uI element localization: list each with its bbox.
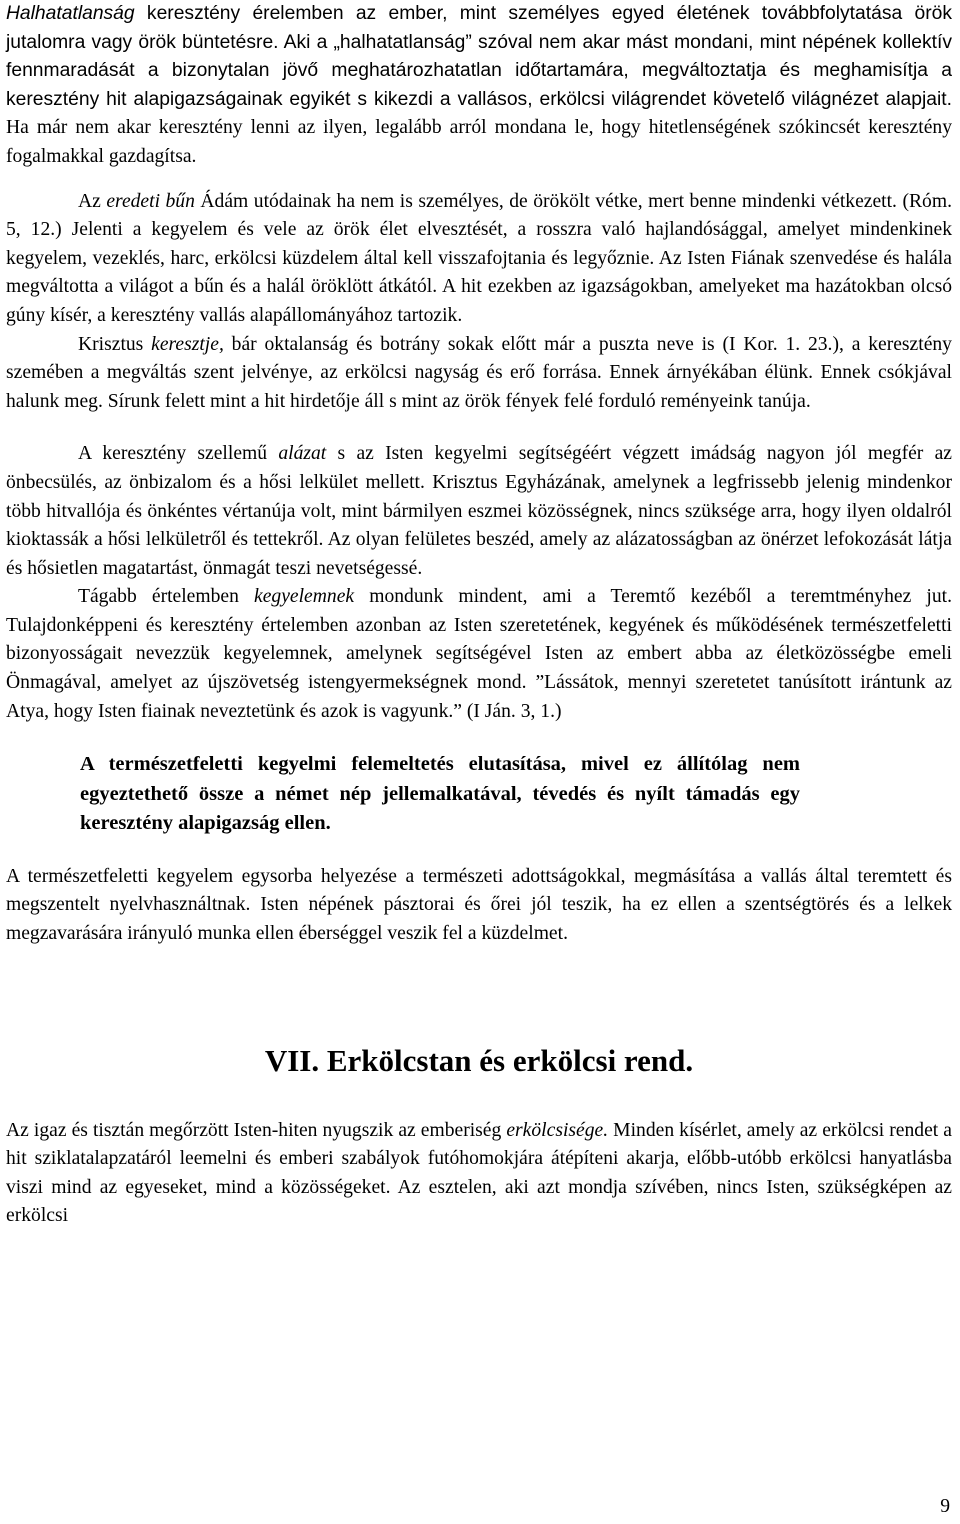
- paragraph-morality: Az igaz és tisztán megőrzött Isten-hiten nyugszik az emberiség erkölcsisége. Minden kísérlet, amely az erkölcsi rendet a hit sziklatalapzatáról leemelni és emberi szabályok futóhomokjára átépíteni akarja, előbb-utóbb erkölcsi hanyatlásba viszi mind az egyeseket, mind a közösségeket. Az esztelen, aki azt mondja szívében, nincs Isten, szükségképen az erkölcsi: [6, 1119, 952, 1227]
- term-morality: erkölcsisége.: [506, 1119, 609, 1141]
- section-subheading: A természetfeletti kegyelmi felemeltetés elutasítása, mivel ez állítólag nem egyeztethető össze a német nép jellemalkatával, tévedés és nyílt támadás egy keresztény alapigazság ellen.: [80, 753, 800, 835]
- term-original-sin: eredeti bűn: [106, 190, 195, 212]
- term-cross: keresztje,: [151, 333, 224, 355]
- term-grace: kegyelemnek: [254, 586, 355, 608]
- document-page: [6, 0, 952, 1231]
- paragraph-cross: Krisztus keresztje, bár oktalanság és botrány sokak előtt már a puszta neve is (I Kor. 1. 23.), a keresztény szemében a megváltás szent jelvénye, az erkölcsi nagyság és erő forrása. Ennek árnyékában élünk. Ennek csókjával halunk meg. Sírunk felett mint a hit hirdetője áll s mint az örök fények felé forduló reményeink tanúja.: [6, 333, 952, 412]
- term-humility: alázat: [278, 443, 327, 465]
- chapter-title: VII. Erkölcstan és erkölcsi rend.: [264, 1042, 694, 1078]
- paragraph-original-sin: Az eredeti bűn Ádám utódainak ha nem is személyes, de örökölt vétke, mert benne mindenki vétkezett. (Róm. 5, 12.) Jelenti a kegyelem és vele az örök élet elvesztését, a rosszra való hajlandósággal, amelyet mindenkinek kegyelem, vezeklés, harc, erkölcsi küzdelem által kell visszafojtania és legyőznie. Az Isten Fiának szenvedése és halála megváltotta a világot a bűn és a halál öröklött átkától. A hit ezekben az igazságokban, amelyeket ma hazátokban olcsó gúny kísér, a keresztény vallás alapállományához tartozik.: [6, 190, 952, 326]
- term-immortality: Halhatatlanság: [6, 3, 135, 24]
- paragraph-immortality-text: keresztény érelemben az ember, mint személyes egyed életének továbbfolytatása örök jutalomra vagy örök büntetésre. Aki a „halhatatlanság” szóval nem akar mást mondani, mint népének kollektív fennmaradását a bizonytalan jövő meghatározhatatlan időtartamára, megváltoztatja és meghamisítja a keresztény hit alapigazságainak egyikét s kikezdi a vallásos, erkölcsi világrendet követelő világnézet alapjait.: [6, 3, 952, 110]
- paragraph-immortality: [6, 0, 952, 172]
- paragraph-grace: Tágabb értelemben kegyelemnek mondunk mindent, ami a Teremtő kezéből a teremtményhez jut. Tulajdonképpeni és keresztény értelemben azonban az Isten szeretetének, kegyének és működésének természetfeletti bizonyosságait nevezzük kegyelemnek, amelynek segítségével Isten az embert abba az életközösségbe emeli Önmagával, amelyet az újszövetség istengyermekségnek mond. ”Lássátok, mennyi szeretetet tanúsított irántunk az Atya, hogy Isten fiainak neveztetünk és azok is vagyunk.” (I Ján. 3, 1.): [6, 586, 952, 722]
- page-number: 9: [940, 1496, 950, 1517]
- paragraph-immortality-tail: Ha már nem akar keresztény lenni az ilyen, legalább arról mondana le, hogy hitetlenségének szókincsét keresztény fogalmakkal gazdagítsa.: [6, 117, 952, 167]
- paragraph-humility: A keresztény szellemű alázat s az Isten kegyelmi segítségéért végzett imádság nagyon jól megfér az önbecsülés, az önbizalom és a hősi lelkület mellett. Krisztus Egyházának, amelynek a legfrissebb jelenig mindenkor több hitvallója és önkéntes vértanúja volt, mint bármilyen eszmei közösségnek, nincs szüksége arra, hogy ilyen oldalról kioktassák a hősi lelkületről és tettekről. Az olyan felületes beszéd, amely az alázatosságban az önérzet lefokozását látja és hősietlen magatartást, önmagát teszi nevetségessé.: [6, 443, 952, 579]
- paragraph-supernatural-grace: A természetfeletti kegyelem egysorba helyezése a természeti adottságokkal, megmásítása a vallás által teremtett és megszentelt nyelvhasználtnak. Isten népének pásztorai és őrei jól teszik, ha ez ellen a szentségtörés és a lelkek megzavarására irányuló munka ellen éberséggel veszik fel a küzdelmet.: [6, 865, 952, 944]
